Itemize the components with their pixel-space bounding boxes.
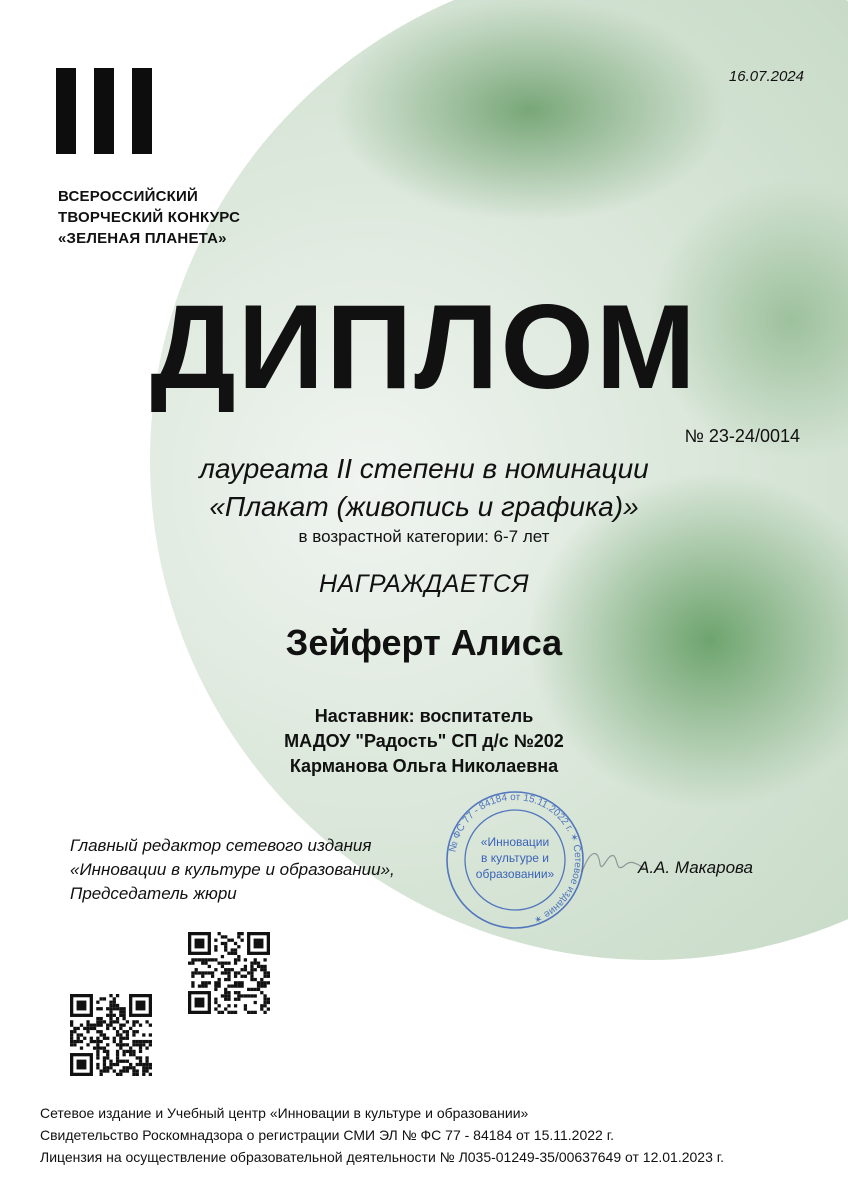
editor-line: Главный редактор сетевого издания <box>70 836 372 855</box>
recipient-name: Зейферт Алиса <box>285 622 563 663</box>
editor-title <box>70 834 395 906</box>
footer-line: Сетевое издание и Учебный центр «Инновации в культуре и образовании» <box>40 1105 529 1121</box>
stamp-inner-line: «Инновации <box>480 835 550 849</box>
age-category: в возрастной категории: 6-7 лет <box>298 527 550 546</box>
nomination-line: «Плакат (живопись и графика)» <box>209 491 639 522</box>
organizer-line: «ЗЕЛЕНАЯ ПЛАНЕТА» <box>58 230 227 247</box>
mentor-line: Карманова Ольга Николаевна <box>289 756 559 776</box>
issue-date: 16.07.2024 <box>728 68 804 85</box>
diploma-title: ДИПЛОМ <box>150 280 698 414</box>
official-stamp <box>440 790 590 930</box>
footer-line: Лицензия на осуществление образовательной деятельности № Л035-01249-35/00637649 от 12.01.2023 г. <box>40 1149 725 1165</box>
organizer-line: ТВОРЧЕСКИЙ КОНКУРС <box>58 209 241 226</box>
organizer-name <box>58 186 240 249</box>
footer-info <box>40 1102 724 1168</box>
contest-logo-icon <box>56 68 152 154</box>
qr-code-icon[interactable] <box>188 932 270 1014</box>
awarded-label: НАГРАЖДАЕТСЯ <box>319 570 529 598</box>
stamp-outer-text: № ФС 77 - 84184 от 15.11.2022 г. ✶ Сетевое издание ✶ <box>447 791 584 925</box>
degree-line: лауреата II степени в номинации <box>199 453 649 484</box>
signer-name: А.А. Макарова <box>638 858 753 877</box>
stamp-inner-line: образовании» <box>475 867 555 881</box>
diploma-number: № 23-24/0014 <box>684 426 800 446</box>
stamp-inner-line: в культуре и <box>480 851 550 865</box>
footer-line: Свидетельство Роскомнадзора о регистрации СМИ ЭЛ № ФС 77 - 84184 от 15.11.2022 г. <box>40 1127 614 1143</box>
degree-text <box>0 450 848 526</box>
editor-line: «Инновации в культуре и образовании», <box>70 860 395 879</box>
mentor-info <box>0 704 848 779</box>
mentor-line: МАДОУ "Радость" СП д/с №202 <box>284 731 564 751</box>
organizer-line: ВСЕРОССИЙСКИЙ <box>58 188 198 205</box>
mentor-line: Наставник: воспитатель <box>314 706 534 726</box>
qr-code-icon[interactable] <box>70 994 152 1076</box>
editor-line: Председатель жюри <box>70 884 237 903</box>
